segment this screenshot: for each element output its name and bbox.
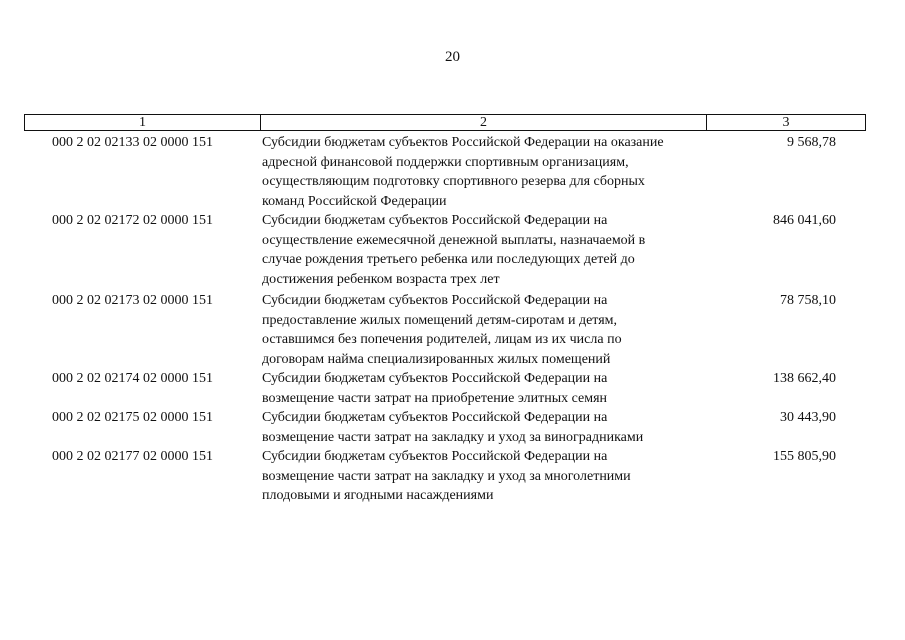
row-description (260, 447, 706, 506)
row-description-line: достижения ребенком возраста трех лет (262, 271, 500, 287)
row-description (260, 408, 706, 447)
row-amount: 138 662,40 (773, 371, 836, 386)
row-amount: 155 805,90 (773, 449, 836, 464)
row-description-line: Субсидии бюджетам субъектов Российской Федерации на (262, 293, 608, 308)
table-row (24, 408, 866, 447)
row-description-line: осуществление ежемесячной денежной выплаты, назначаемой в (262, 232, 646, 248)
row-description-line: возмещение части затрат на приобретение элитных семян (262, 390, 608, 406)
row-description (260, 133, 706, 211)
row-amount: 30 443,90 (780, 410, 836, 425)
row-description-line: оставшимся без попечения родителей, лицам из их числа по (262, 332, 622, 347)
row-description-line: плодовыми и ягодными насаждениями (262, 488, 494, 503)
row-description (260, 369, 706, 408)
row-description-line: случае рождения третьего ребенка или последующих детей до (262, 252, 635, 267)
table-row (24, 369, 866, 408)
table-row (24, 447, 866, 506)
column-header-3: 3 (782, 115, 790, 130)
row-description-line: Субсидии бюджетам субъектов Российской Федерации на оказание (262, 135, 664, 150)
row-description-line: осуществляющим подготовку спортивного резерва для сборных (262, 174, 645, 189)
row-description-line: Субсидии бюджетам субъектов Российской Федерации на (262, 371, 608, 386)
row-description-line: возмещение части затрат на закладку и уход за многолетними (262, 468, 631, 484)
row-code: 000 2 02 02175 02 0000 151 (52, 410, 213, 425)
row-description (260, 211, 706, 289)
row-description-line: команд Российской Федерации (262, 193, 447, 209)
table-header (24, 114, 866, 131)
column-header-2: 2 (261, 115, 707, 130)
table-row (24, 133, 866, 211)
table-body (24, 133, 866, 506)
row-description-line: Субсидии бюджетам субъектов Российской Федерации на (262, 449, 608, 464)
table-row (24, 291, 866, 369)
row-code: 000 2 02 02133 02 0000 151 (52, 135, 213, 150)
row-description (260, 291, 706, 369)
row-amount: 846 041,60 (773, 213, 836, 228)
row-description-line: предоставление жилых помещений детям-сиротам и детям, (262, 312, 618, 328)
row-code: 000 2 02 02172 02 0000 151 (52, 213, 213, 228)
row-code: 000 2 02 02177 02 0000 151 (52, 449, 213, 464)
page-number: 20 (445, 49, 460, 65)
row-description-line: Субсидии бюджетам субъектов Российской Федерации на (262, 213, 608, 228)
row-code: 000 2 02 02173 02 0000 151 (52, 293, 213, 308)
row-code: 000 2 02 02174 02 0000 151 (52, 371, 213, 386)
column-header-1: 1 (25, 115, 261, 130)
row-description-line: договорам найма специализированных жилых помещений (262, 351, 611, 367)
row-description-line: возмещение части затрат на закладку и уход за виноградниками (262, 429, 644, 445)
row-description-line: Субсидии бюджетам субъектов Российской Федерации на (262, 410, 608, 425)
row-description-line: адресной финансовой поддержки спортивным организациям, (262, 154, 629, 170)
row-amount: 9 568,78 (787, 135, 836, 150)
row-amount: 78 758,10 (780, 293, 836, 308)
table-row (24, 211, 866, 289)
